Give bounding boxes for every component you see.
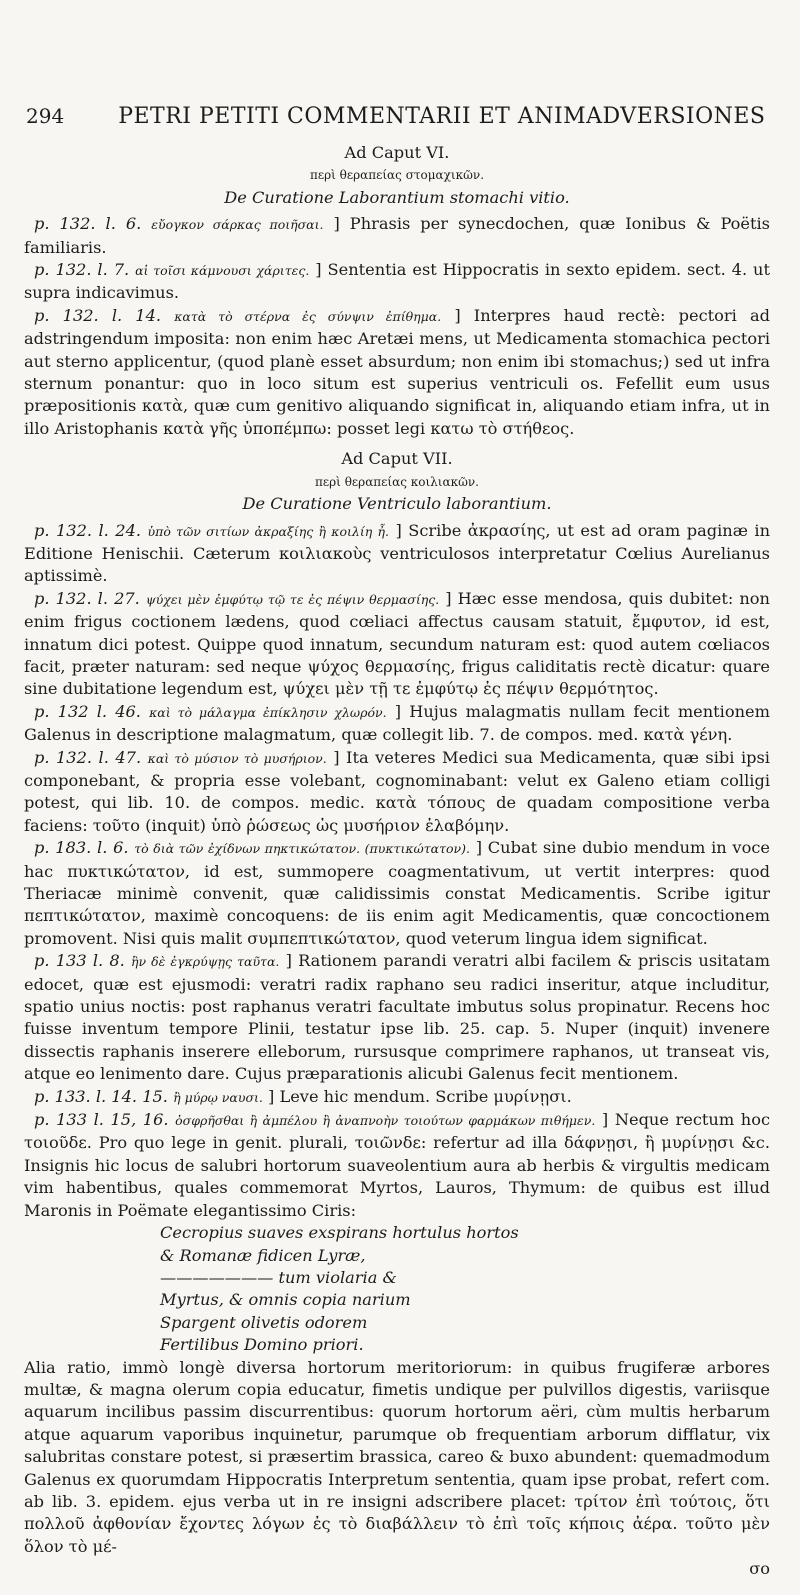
entry-greek-lemma: αἱ τοῖσι κάμνουσι χάριτες. [135, 263, 310, 279]
entry-reference: p. 133. l. 14. 15. [34, 1086, 168, 1106]
verse-line: & Romanæ fidicen Lyræ, [160, 1245, 366, 1265]
commentary-entry [24, 701, 770, 747]
commentary-entry [24, 837, 770, 950]
entry-text: ] Cubat sine dubio mendum in voce hac πυκτικώτατον, id est, summopere coagmentativum, ut vertit interpres: quod Theriacæ minimè convenit, quæ calidissimis constat Medicamentis. Scribe igitur πεπτικώτατον, maximè concoquens: de iis enim agit Medicamentis, quæ concoctionem promovent. Nisi quis malit συμπεπτικώτατον, quod veterum lingua idem significat. [24, 838, 770, 948]
verse-line: Cecropius suaves exspirans hortulus hortos [160, 1223, 519, 1243]
verse-line: Spargent olivetis odorem [160, 1312, 368, 1332]
entry-text: ] Neque rectum hoc τοιοῦδε. Pro quo lege in genit. plurali, τοιῶνδε: refertur ad illa δάφνῃσι, ἢ μυρίνῃσι &c. Insignis hic locus de salubri hortorum suaveolentium aura ab herbis & virgultis medicam vim habentibus, quales commemorat Myrtos, Lauros, Thymum: de quibus est illud Maronis in Poëmate elegantissimo Ciris: [24, 1110, 771, 1220]
commentary-entries-7 [24, 520, 770, 1223]
entry-text: ] Leve hic mendum. Scribe μυρίνῃσι. [268, 1086, 572, 1106]
commentary-entry [24, 950, 770, 1085]
entry-text: ] Scribe ἀκρασίης, ut est ad oram paginæ in Editione Henischii. Cæterum κοιλιακοὺς ventriculosos interpretatur Cœlius Aurelianus aptissimè. [24, 520, 770, 586]
commentary-entry [24, 305, 770, 440]
page-header [26, 104, 770, 129]
entry-greek-lemma: εὔογκον σάρκας ποιῆσαι. [151, 217, 324, 233]
entry-reference: p. 132. l. 14. [34, 305, 162, 325]
page-body [24, 142, 770, 1581]
entry-greek-lemma: ψύχει μὲν ἐμφύτῳ τῷ τε ἐς πέψιν θερμασίης. [145, 591, 440, 607]
entry-reference: p. 132. l. 24. [34, 520, 142, 540]
entry-text: ] Rationem parandi veratri albi facilem & priscis usitatam edocet, quæ est ejusmodi: veratri radix raphano seu radici inseritur, atque includitur, spatio unius noctis: post raphanus veratri facultate imbutus solus propinatur. Recens hoc fuisse inventum tempore Plinii, testatur ipse lib. 25. cap. 5. Nuper (inquit) invenere dissectis raphanis inserere elleborum, rursusque comprimere raphanos, ut transeat vis, atque eo lenimento dare. Cujus præparationis alicubi Galenus fecit mentionem. [24, 951, 770, 1084]
commentary-entry [24, 520, 770, 588]
entry-greek-lemma: καὶ τὸ μύσιον τὸ μυσήριον. [147, 750, 327, 766]
entry-reference: p. 132. l. 47. [34, 747, 142, 767]
commentary-entry [24, 259, 770, 305]
entry-text: ] Hujus malagmatis nullam fecit mentionem Galenus in descriptione malagmatum, quæ collegit lib. 7. de compos. med. κατὰ γένη. [24, 701, 770, 745]
chapter-latin-title-6: De Curatione Laborantium stomachi vitio. [224, 187, 570, 207]
chapter-greek-title-6: περὶ θεραπείας στομαχικῶν. [309, 168, 485, 183]
entry-greek-lemma: καὶ τὸ μάλαγμα ἐπίκλησιν χλωρόν. [149, 704, 387, 720]
entry-greek-lemma: ἢν δὲ ἐγκρύψῃς ταῦτα. [131, 954, 280, 970]
running-title: PETRI PETITI COMMENTARII ET ANIMADVERSIONES [118, 104, 766, 129]
entry-greek-lemma: τὸ διὰ τῶν ἐχίδνων πηκτικώτατον. (πυκτικώτατον). [134, 841, 470, 857]
commentary-entry [24, 588, 770, 701]
chapter-latin-title-7: De Curatione Ventriculo laborantium. [242, 494, 552, 514]
entry-reference: p. 133 l. 8. [34, 951, 125, 971]
entry-greek-lemma: ἢ μύρῳ ναυσι. [173, 1089, 263, 1105]
catchword: σο [749, 1559, 770, 1579]
chapter-greek-title-7: περὶ θεραπείας κοιλιακῶν. [315, 474, 479, 489]
entry-text: ] Sententia est Hippocratis in sexto epidem. sect. 4. ut supra indicavimus. [24, 260, 770, 303]
entry-greek-lemma: ὑπὸ τῶν σιτίων ἀκραξίης ἢ κοιλίη ἦ. [147, 523, 389, 539]
entry-reference: p. 132. l. 27. [34, 588, 140, 608]
closing-paragraph: Alia ratio, immò longè diversa hortorum meritoriorum: in quibus frugiferæ arbores multæ, & magna olerum copia educatur, fimetis undique per pulvillos digestis, variisque aquarum incilibus passim discurrentibus: quorum hortorum aëri, cùm multis herbarum atque aquarum vaporibus inquinetur, parumque ob frequentiam arborum difflatur, vix salubritas constare potest, si præsertim brassica, careo & buxo abundent: quemadmodum Galenus ex quorumdam Hippocratis Interpretum sententia, quam ipse probat, refert com. ab lib. 3. epidem. ejus verba ut in re insigni adscribere placet: τρίτον ἐπὶ τούτοις, ὅτι πολλοῦ ἀφθονίαν ἔχοντες λόγων ἐς τὸ διαβάλλειν τὸ ἐπὶ τοῖς κήποις ἀέρα. τοῦτο μὲν ὅλον τὸ μέ- [24, 1357, 770, 1556]
commentary-entries-6 [24, 213, 770, 440]
entry-text: ] Ita veteres Medici sua Medicamenta, quæ sibi ipsi componebant, & propria esse volebant, cognominabant: velut ex Galeno etiam colligi potest, qui lib. 10. de compos. medic. κατὰ τόπους de quadam compositione verba faciens: τοῦτο (inquit) ὑπὸ ῥώσεως ὡς μυσήριον ἐλαβόμην. [24, 747, 770, 835]
entry-text: ] Phrasis per synecdochen, quæ Ionibus & Poëtis familiaris. [24, 214, 770, 257]
commentary-entry [24, 1109, 770, 1222]
entry-reference: p. 132 l. 46. [34, 701, 141, 721]
entry-reference: p. 183. l. 6. [34, 838, 129, 858]
verse-line: ——————— tum violaria & [160, 1267, 397, 1287]
entry-reference: p. 132. l. 7. [34, 260, 130, 280]
chapter-heading-6: Ad Caput VI. [344, 143, 450, 162]
entry-reference: p. 133 l. 15, 16. [34, 1110, 169, 1130]
verse-line: Myrtus, & omnis copia narium [160, 1290, 411, 1310]
commentary-entry [24, 1086, 770, 1109]
entry-text: ] Interpres haud rectè: pectori ad adstringendum imposita: non enim hæc Aretæi mens, ut Medicamenta stomachica pectori aut sterno applicentur, (quod planè esset absurdum; non enim ibi stomachus;) sed ut infra sternum ponantur: quo in loco situm est superius ventriculi os. Fefellit eum usus præpositionis κατὰ, quæ cum genitivo aliquando significat in, aliquando etiam infra, ut in illo Aristophanis κατὰ γῆς ὑποπέμπω: posset legi κατω τὸ στήθεος. [24, 305, 770, 438]
page-number: 294 [26, 104, 65, 128]
chapter-heading-7: Ad Caput VII. [341, 449, 453, 469]
commentary-entry [24, 747, 770, 838]
verse-line: Fertilibus Domino priori. [160, 1335, 364, 1355]
verse-quotation [160, 1222, 770, 1356]
entry-greek-lemma: ὀσφρῆσθαι ἢ ἀμπέλου ἢ ἀναπνοὴν τοιούτων φαρμάκων πιθήμεν. [175, 1113, 596, 1129]
entry-greek-lemma: κατὰ τὸ στέρνα ἐς σύνψιν ἐπίθημα. [174, 308, 442, 324]
entry-text: ] Hæc esse mendosa, quis dubitet: non enim frigus coctionem lædens, quod cœliaci affectus causam statuit, ἔμφυτον, id est, innatum dici potest. Quippe quod innatum, secundum naturam est: quod autem cœliacos facit, præter naturam: sed neque ψύχος θερμασίης, frigus caliditatis rectè dicatur: quare sine dubitatione legendum est, ψύχει μὲν τῇ τε ἐμφύτῳ ἐς πέψιν θερμότητος. [24, 588, 770, 699]
commentary-entry [24, 213, 770, 259]
entry-reference: p. 132. l. 6. [34, 214, 142, 234]
